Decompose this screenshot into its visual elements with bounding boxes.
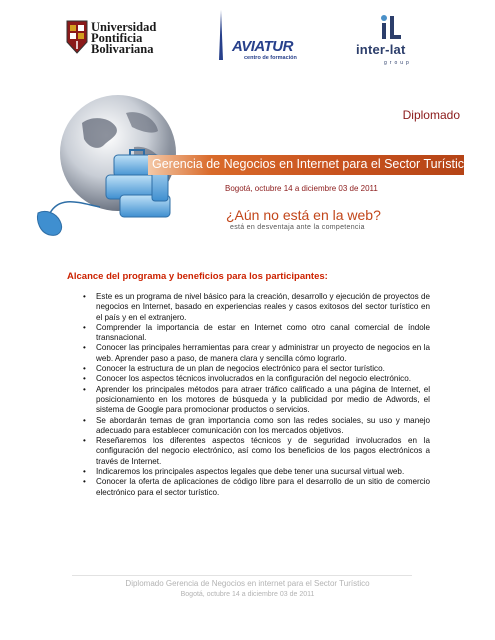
bullet-icon: • <box>83 467 86 477</box>
title-bar <box>148 155 471 175</box>
list-item-text: Indicaremos los principales aspectos legales que debe tener una sucursal virtual web. <box>96 467 405 477</box>
globe-with-luggage-icon <box>30 95 220 255</box>
bullet-icon: • <box>83 322 86 332</box>
bullet-icon: • <box>83 477 86 487</box>
interlat-subtitle: group <box>384 60 412 66</box>
interlat-mark-icon <box>378 14 404 40</box>
program-title: Gerencia de Negocios en Internet para el Sector Turístico <box>152 157 471 171</box>
footer-divider <box>72 575 412 576</box>
list-item <box>80 436 430 467</box>
upb-shield-icon <box>66 20 88 54</box>
program-dates: Bogotá, octubre 14 a diciembre 03 de 2011 <box>225 184 378 193</box>
list-item-text: Comprender la importancia de estar en Internet como otro canal comercial de índole transnacional. <box>96 322 430 343</box>
list-item-text: Conocer los aspectos técnicos involucrados en la configuración del negocio electrónico. <box>96 374 411 384</box>
bullet-icon: • <box>83 436 86 446</box>
list-item <box>80 467 430 477</box>
list-item <box>80 343 430 364</box>
interlat-name: inter-lat <box>356 42 406 57</box>
footer-dates: Bogotá, octubre 14 a diciembre 03 de 2011 <box>180 591 315 598</box>
upb-line-1: Universidad <box>91 20 157 34</box>
bullet-icon: • <box>83 415 86 425</box>
interlat-logo <box>356 14 436 68</box>
list-item <box>80 323 430 344</box>
list-item-text: Este es un programa de nivel básico para la creación, desarrollo y ejecución de proyectos de negocios en Internet, basado en experiencias reales y casos exitosos del sector turístico en el país y en el extranjero. <box>96 292 430 322</box>
list-item-text: Conocer la estructura de un plan de negocios electrónico para el sector turístico. <box>96 364 385 374</box>
program-banner <box>30 95 470 255</box>
benefits-list <box>80 292 430 498</box>
list-item-text: Se abordarán temas de gran importancia como son las redes sociales, su uso y manejo adecuado para establecer comunicación con los mercados objetivos. <box>96 415 430 435</box>
list-item-text: Conocer las principales herramientas para crear y administrar un proyecto de negocios en la web. Aprender paso a paso, de manera clara y sencilla cómo lograrlo. <box>96 343 430 363</box>
upb-line-3: Bolivariana <box>91 42 154 56</box>
aviatur-tower-icon <box>218 10 224 60</box>
diplomado-label: Diplomado <box>402 108 460 122</box>
list-item-text: Aprender los principales métodos para atraer tráfico calificado a una página de Internet, el posicionamiento en los motores de búsqueda y la publicidad por medio de Adwords, el sistema de Google para promocionar productos o servicios. <box>96 384 430 415</box>
tagline-question: ¿Aún no está en la web? <box>226 207 381 223</box>
upb-logo <box>66 20 186 60</box>
bullet-icon: • <box>83 292 86 301</box>
list-item <box>80 477 430 498</box>
list-item-text: Reseñaremos los diferentes aspectos técnicos y de seguridad involucrados en la configuración del negocio electrónico, así como los beneficios de los pagos electrónicos a través de Internet. <box>96 436 430 466</box>
list-item <box>80 385 430 416</box>
list-item <box>80 374 430 384</box>
aviatur-subtitle: centro de formación <box>244 55 297 61</box>
tagline-subtext: está en desventaja ante la competencia <box>230 224 365 231</box>
list-item <box>80 292 430 323</box>
list-item <box>80 416 430 437</box>
aviatur-logo <box>210 10 310 66</box>
aviatur-name: AVIATUR <box>232 38 293 55</box>
bullet-icon: • <box>83 364 86 374</box>
bullet-icon: • <box>83 384 86 394</box>
list-item <box>80 364 430 374</box>
bullet-icon: • <box>83 374 86 384</box>
section-heading: Alcance del programa y beneficios para los participantes: <box>67 271 328 282</box>
list-item-text: Conocer la oferta de aplicaciones de código libre para el desarrollo de un sitio de comercio electrónico para el sector turístico. <box>96 477 430 497</box>
bullet-icon: • <box>83 343 86 353</box>
upb-line-2: Pontificia <box>91 31 143 45</box>
footer-title: Diplomado Gerencia de Negocios en internet para el Sector Turístico <box>125 579 370 588</box>
